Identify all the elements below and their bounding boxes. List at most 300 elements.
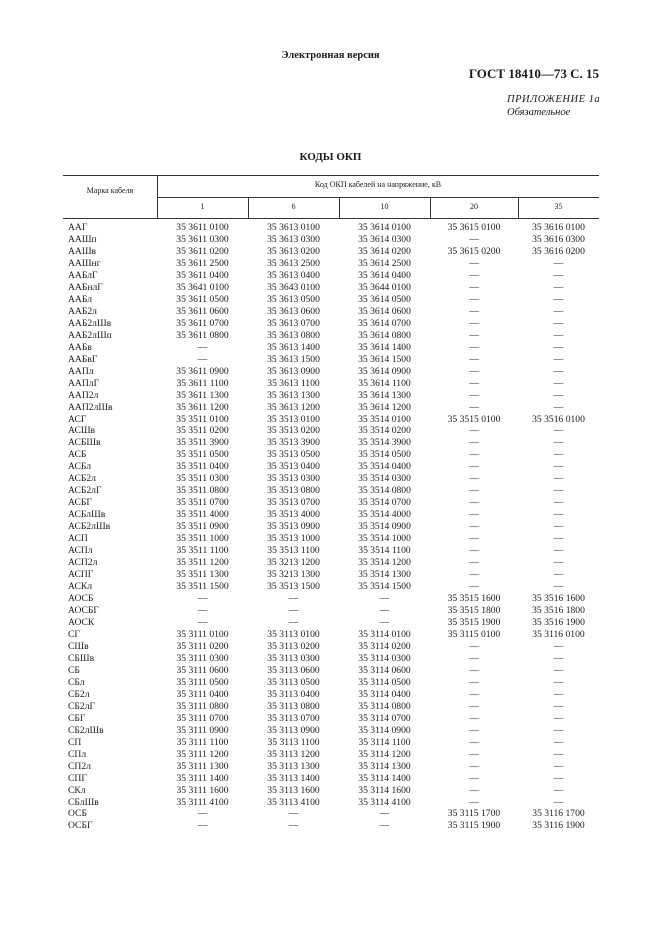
okp-code: 35 3113 1300 [267,760,320,772]
okp-code: 35 3513 0200 [267,425,320,437]
okp-code: 35 3614 0400 [358,269,411,281]
okp-code: 35 3111 1100 [176,736,229,748]
okp-code: 35 3614 0100 [358,222,411,233]
okp-code: 35 3514 0700 [358,497,411,509]
okp-code: — [379,605,390,616]
okp-code: — [379,616,390,628]
okp-code: — [553,724,564,736]
okp-code: — [553,748,564,760]
okp-code: — [553,317,564,329]
okp-code: 35 3111 1600 [176,784,229,796]
okp-code: — [469,700,479,712]
okp-code: — [469,269,479,281]
okp-code: — [197,353,208,365]
okp-code: 35 3511 0400 [176,461,229,473]
okp-code: 35 3111 4100 [176,796,229,808]
cable-mark: СПГ [68,772,87,784]
okp-code: — [553,712,564,724]
okp-code: 35 3613 1300 [267,389,320,401]
cable-mark: АСПГ [68,569,94,581]
okp-code: — [469,401,479,413]
okp-code: 35 3514 0200 [358,425,411,437]
okp-code: — [553,688,564,700]
table-row [63,234,599,246]
table-row [63,473,599,485]
okp-code: 35 3613 0100 [267,222,320,233]
okp-code: — [469,305,479,317]
okp-code: — [553,389,564,401]
okp-code: 35 3511 0700 [176,497,229,509]
okp-code: 35 3613 2500 [267,257,320,269]
okp-code: — [553,365,564,377]
okp-code: 35 3114 0300 [358,652,411,664]
cable-mark: АСБГ [68,497,92,509]
okp-code: 35 3513 0400 [267,461,320,473]
okp-code: 35 3614 0600 [358,305,411,317]
okp-code: 35 3514 0100 [358,413,411,425]
cable-mark: АОСК [68,616,95,628]
table-row [63,425,599,437]
okp-code: — [469,233,479,245]
okp-code: — [553,341,564,353]
cable-mark: ААШнг [68,257,101,269]
table-row [63,449,599,461]
okp-code: — [553,281,564,293]
cable-mark: ОСБГ [68,820,93,832]
okp-code: — [379,820,390,832]
okp-code: 35 3514 0300 [358,473,411,485]
okp-code: — [469,497,479,509]
okp-code: 35 3114 0500 [358,676,411,688]
okp-code: 35 3114 0600 [358,664,411,676]
okp-code: 35 3114 0800 [358,700,411,712]
okp-code: — [469,557,479,569]
cable-mark: АСБ2л [68,473,96,485]
cable-mark: ААБ2лШп [68,329,112,341]
okp-code: — [553,760,564,772]
okp-code: — [553,377,564,389]
okp-code: 35 3511 1100 [176,545,229,557]
okp-code: 35 3611 0700 [176,317,229,329]
okp-code: 35 3111 0200 [176,640,229,652]
okp-code: — [553,533,564,545]
header-voltage-20: 20 [470,202,478,211]
okp-code: — [553,700,564,712]
okp-code: — [469,712,479,724]
okp-code: — [469,664,479,676]
table-row [63,521,599,533]
okp-code: — [197,820,208,832]
table-row [63,629,599,641]
cable-mark: ОСБ [68,808,87,820]
okp-code: 35 3514 1300 [358,569,411,581]
cable-mark: АСКл [68,581,93,593]
okp-code: 35 3213 1300 [267,569,320,581]
gost-reference: ГОСТ 18410—73 С. 15 [468,66,599,81]
table-row [63,402,599,414]
table-row [63,653,599,665]
okp-code: 35 3511 0900 [176,521,229,533]
table-row [63,689,599,701]
okp-code: — [288,808,299,820]
okp-code: 35 3511 1200 [176,557,229,569]
okp-code: — [469,461,479,473]
okp-code: 35 3513 4000 [267,509,320,521]
okp-code: 35 3611 1300 [176,389,229,401]
cable-mark: АСБ [68,449,87,461]
okp-code: 35 3114 1300 [358,760,411,772]
okp-code: 35 3613 1400 [267,341,320,353]
okp-code: — [469,640,479,652]
okp-code: 35 3113 1200 [267,748,320,760]
table-row [63,437,599,449]
okp-code: 35 3513 3900 [267,437,320,449]
okp-code: 35 3643 0100 [267,281,320,293]
okp-code: — [469,736,479,748]
okp-code: 35 3115 0100 [447,628,501,640]
okp-code: — [553,509,564,521]
okp-code: 35 3111 0500 [176,676,229,688]
table-row [63,820,599,832]
header-group: Код ОКП кабелей на напряжение, кВ [314,180,442,189]
okp-code: 35 3515 1600 [447,593,501,605]
header-voltage-1: 1 [200,202,205,211]
okp-code: 35 3511 0200 [176,425,229,437]
header-voltage-35: 35 [554,202,563,211]
okp-code: — [288,605,299,616]
okp-code: 35 3513 1500 [267,581,320,593]
table-row [63,593,599,605]
okp-code: — [469,341,479,353]
okp-code: 35 3514 1000 [358,533,411,545]
cable-mark: ААБв [68,341,92,353]
okp-code: 35 3513 0900 [267,521,320,533]
cable-mark: СБ2лШв [68,724,104,736]
okp-code: 35 3213 1200 [267,557,320,569]
okp-code: 35 3613 0400 [267,269,320,281]
okp-code: — [469,760,479,772]
okp-code: 35 3511 3900 [176,437,229,449]
okp-code: — [469,521,479,533]
table-row [63,222,599,234]
okp-code: 35 3613 0600 [267,305,320,317]
okp-code: 35 3111 1300 [176,760,229,772]
table-row [63,318,599,330]
cable-mark: АСБлШв [68,509,106,521]
okp-code: 35 3613 0800 [267,329,320,341]
okp-code: 35 3113 0900 [267,724,320,736]
okp-code: — [553,521,564,533]
okp-code: 35 3616 0200 [532,245,585,257]
okp-code: 35 3611 0300 [176,233,229,245]
okp-code: — [553,485,564,497]
okp-code: — [553,557,564,569]
okp-code: 35 3513 1100 [267,545,320,557]
table-row [63,378,599,390]
cable-mark: АСБ2лГ [68,485,102,497]
okp-code: — [553,652,564,664]
okp-code: 35 3516 1600 [532,593,585,605]
okp-code: 35 3514 0800 [358,485,411,497]
okp-code: 35 3511 1500 [176,581,229,593]
cable-mark: АСШв [68,425,96,437]
cable-mark: ААБ2л [68,305,97,317]
cable-mark: ААПл [68,365,94,377]
appendix-block [507,93,600,119]
cable-mark: АОСБГ [68,605,99,616]
table-row [63,725,599,737]
table-row [63,677,599,689]
okp-code: 35 3111 0700 [176,712,229,724]
okp-code: 35 3614 0900 [358,365,411,377]
okp-code: 35 3614 1500 [358,353,411,365]
table-row [63,785,599,797]
cable-mark: АСБл [68,461,92,473]
okp-code: 35 3515 1900 [447,616,501,628]
okp-code: 35 3614 1200 [358,401,411,413]
table-row [63,533,599,545]
okp-code: — [469,425,479,437]
okp-code: 35 3111 0300 [176,652,229,664]
okp-code: 35 3513 1000 [267,533,320,545]
table-row [63,485,599,497]
okp-code: 35 3111 0600 [176,664,229,676]
okp-code: 35 3114 1200 [358,748,411,760]
okp-code: — [469,533,479,545]
okp-code: — [469,569,479,581]
table-row [63,569,599,581]
okp-code: — [553,676,564,688]
okp-code: 35 3511 1000 [176,533,229,545]
okp-code: 35 3514 1200 [358,557,411,569]
cable-mark: АСПл [68,545,93,557]
okp-code: 35 3111 0900 [176,724,229,736]
okp-code: — [469,377,479,389]
okp-code: — [469,317,479,329]
okp-code: 35 3111 0400 [176,688,229,700]
okp-code: — [469,329,479,341]
okp-code: — [553,401,564,413]
okp-code: 35 3113 0800 [267,700,320,712]
okp-code: 35 3613 1200 [267,401,320,413]
table-row [63,737,599,749]
table-header [63,175,599,219]
okp-code: 35 3511 4000 [176,509,229,521]
okp-code: — [553,269,564,281]
okp-code: 35 3114 0400 [358,688,411,700]
okp-code: — [553,796,564,808]
okp-code: 35 3115 1700 [447,808,501,820]
okp-code: 35 3515 1800 [447,605,501,616]
okp-code: 35 3611 1100 [176,377,229,389]
okp-code: — [553,305,564,317]
okp-code: — [469,365,479,377]
okp-code: — [469,449,479,461]
cable-mark: ААГ [68,222,88,233]
cable-mark: ААП2лШв [68,401,113,413]
okp-code: — [469,389,479,401]
okp-code: 35 3514 3900 [358,437,411,449]
okp-code: 35 3514 0500 [358,449,411,461]
okp-code: 35 3514 0400 [358,461,411,473]
okp-code: 35 3611 0600 [176,305,229,317]
cable-mark: СП [68,736,82,748]
okp-code: 35 3113 0700 [267,712,320,724]
okp-code: — [553,497,564,509]
table-row [63,390,599,402]
cable-mark: АСГ [68,413,87,425]
table-row [63,545,599,557]
cable-mark: СБШв [68,652,95,664]
okp-code: — [553,581,564,593]
okp-code: 35 3516 0100 [532,413,585,425]
header-voltage-6: 6 [291,202,296,211]
okp-code: — [553,545,564,557]
okp-code: 35 3611 0800 [176,329,229,341]
okp-code: — [469,509,479,521]
okp-code: 35 3115 1900 [447,820,501,832]
okp-code: 35 3614 0500 [358,293,411,305]
table-row [63,461,599,473]
okp-code: 35 3111 0800 [176,700,229,712]
cable-mark: АСП2л [68,557,98,569]
cable-mark: ААП2л [68,389,99,401]
okp-code: — [553,437,564,449]
cable-mark: ААБлГ [68,269,98,281]
appendix-title: ПРИЛОЖЕНИЕ 1а [507,94,601,105]
table-row [63,354,599,366]
table-row [63,414,599,426]
appendix-status: Обязательное [507,107,571,118]
okp-code: 35 3613 1500 [267,353,320,365]
cable-mark: ААБнлГ [68,281,103,293]
okp-code: 35 3616 0300 [532,233,585,245]
okp-code: 35 3615 0200 [447,245,501,257]
okp-code: 35 3511 0500 [176,449,229,461]
okp-code: — [379,808,390,820]
okp-code: — [469,688,479,700]
okp-code: 35 3113 0200 [267,640,320,652]
okp-code: — [197,605,208,616]
okp-code: — [553,449,564,461]
cable-mark: ААПлГ [68,377,100,389]
okp-code: — [469,784,479,796]
okp-code: — [469,581,479,593]
okp-code: 35 3614 0200 [358,245,411,257]
okp-code: — [197,341,208,353]
okp-code: 35 3511 0800 [176,485,229,497]
table-row [63,258,599,270]
cable-mark: АСП [68,533,88,545]
okp-code: 35 3116 1900 [532,820,585,832]
okp-code: 35 3113 0600 [267,664,320,676]
cable-mark: СП2л [68,760,91,772]
okp-code: 35 3641 0100 [176,281,229,293]
okp-code: — [469,353,479,365]
okp-code: — [553,293,564,305]
table-row [63,713,599,725]
okp-code: — [288,616,299,628]
table-row [63,641,599,653]
cable-mark: СПл [68,748,87,760]
okp-code: 35 3613 0200 [267,245,320,257]
okp-code: — [288,820,299,832]
okp-code: — [553,736,564,748]
table-row [63,282,599,294]
header-voltage-10: 10 [380,202,389,211]
okp-code: 35 3513 0800 [267,485,320,497]
table-row [63,701,599,713]
cable-mark: ААБвГ [68,353,98,365]
table-row [63,366,599,378]
okp-code: 35 3513 0500 [267,449,320,461]
okp-code: 35 3113 1400 [267,772,320,784]
okp-code: 35 3614 0700 [358,317,411,329]
okp-code: 35 3111 1200 [176,748,229,760]
okp-code: — [553,664,564,676]
okp-code: 35 3614 0300 [358,233,411,245]
okp-code: 35 3615 0100 [447,222,501,233]
table-row [63,306,599,318]
okp-code: — [469,473,479,485]
cable-mark: ААБл [68,293,93,305]
table-row [63,509,599,521]
cable-mark: СГ [68,628,80,640]
okp-code: — [469,257,479,269]
okp-code: 35 3614 1400 [358,341,411,353]
header-mark: Марка кабеля [86,186,134,195]
table-row [63,581,599,593]
cable-mark: СБл [68,676,85,688]
table-body [63,222,599,832]
table-row [63,605,599,617]
okp-code: 35 3513 0700 [267,497,320,509]
okp-code: 35 3111 0100 [176,628,229,640]
okp-code: 35 3114 4100 [358,796,411,808]
okp-code: — [469,281,479,293]
okp-code: 35 3614 0800 [358,329,411,341]
table-row [63,557,599,569]
okp-code: 35 3114 1400 [358,772,411,784]
table-row [63,665,599,677]
okp-code: — [553,329,564,341]
cable-mark: СБ2лГ [68,700,96,712]
okp-code: — [553,425,564,437]
okp-code: — [379,593,390,605]
okp-code: 35 3113 1600 [267,784,320,796]
okp-code: 35 3114 1100 [358,736,411,748]
okp-code: 35 3114 0900 [358,724,411,736]
table-row [63,749,599,761]
cable-mark: СШв [68,640,89,652]
table-row [63,294,599,306]
okp-code: 35 3613 0500 [267,293,320,305]
okp-code: 35 3614 1300 [358,389,411,401]
cable-mark: АОСБ [68,593,94,605]
okp-code: 35 3114 1600 [358,784,411,796]
cable-mark: СБГ [68,712,86,724]
okp-code: 35 3116 0100 [532,628,585,640]
okp-code: 35 3113 4100 [267,796,320,808]
okp-code: 35 3613 0300 [267,233,320,245]
table-title: КОДЫ ОКП [299,151,362,163]
okp-code: 35 3514 0900 [358,521,411,533]
okp-code: 35 3611 0900 [176,365,229,377]
okp-code: — [469,545,479,557]
okp-code: — [469,724,479,736]
okp-code: 35 3516 1800 [532,605,585,616]
okp-code: — [469,772,479,784]
